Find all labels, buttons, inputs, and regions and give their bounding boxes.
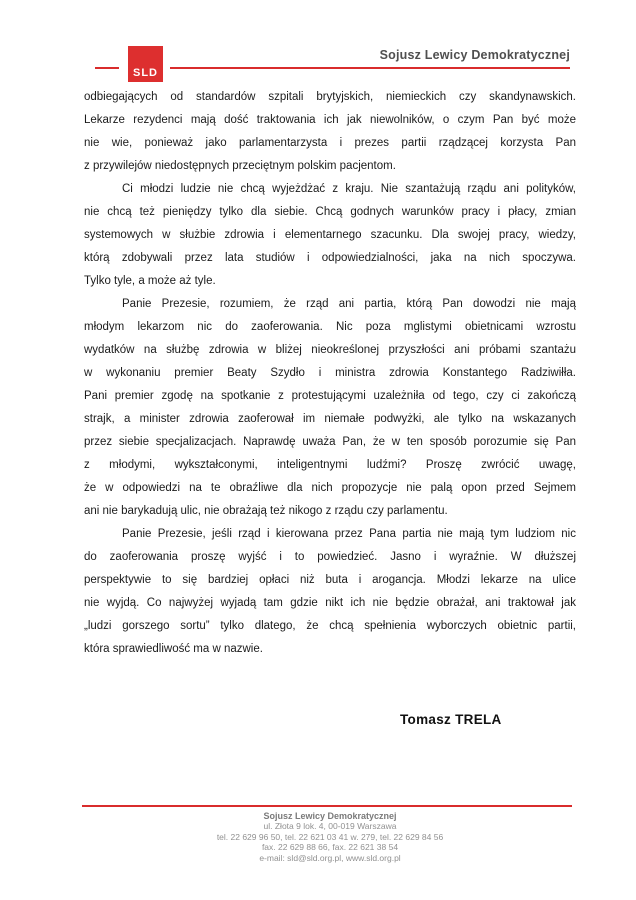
- header-rule-left-dash: [95, 67, 119, 69]
- footer-fax: fax. 22 629 88 66, fax. 22 621 38 54: [261, 842, 399, 853]
- body-line: systemowych w służbie zdrowia i elementarnego szacunku. Dla swojej pracy, wiedzy,: [84, 229, 576, 241]
- body-line: perspektywie to się bardziej opłaci niż buta i arogancja. Młodzi lekarze na ulice: [84, 574, 576, 586]
- body-line: strajk, a minister zdrowia zaoferował im niemałe podwyżki, ale tylko na wskazanych: [84, 413, 576, 425]
- footer-rule: [82, 805, 572, 807]
- body-line: Lekarze rezydenci mają dość traktowania ich jak niewolników, o czym Pan być może: [84, 114, 576, 126]
- paragraph: [84, 293, 576, 523]
- header-org-name: Sojusz Lewicy Demokratycznej: [379, 48, 570, 62]
- body-line: Pani premier zgodę na spotkanie z protestującymi uzależniła od tego, czy ci zakończą: [84, 390, 576, 402]
- body-line: wydatków na służbę zdrowia w bliżej nieokreślonej przyszłości ani próbami szantażu: [84, 344, 576, 356]
- footer: [84, 811, 576, 863]
- header-rule: [170, 67, 570, 69]
- body-line: że w odpowiedzi na te obraźliwe dla nich propozycje nie palą opon przed Sejmem: [84, 482, 576, 494]
- paragraph: [84, 523, 576, 661]
- body-line: nie wie, ponieważ jako parlamentarzysta i prezes partii rządzącej korzysta Pan: [84, 137, 576, 149]
- footer-org-name: Sojusz Lewicy Demokratycznej: [263, 811, 397, 821]
- footer-email-web: e-mail: sld@sld.org.pl, www.sld.org.pl: [259, 852, 401, 863]
- body-line: którą zdobywali przez lata studiów i odpowiedzialności, jaka na nich spoczywa.: [84, 252, 576, 264]
- letter-body: [84, 86, 576, 661]
- body-line: Tylko tyle, a może aż tyle.: [84, 275, 216, 287]
- body-line: ani nie barykadują ulic, nie obrażają też nikogo z rządu czy parlamentu.: [84, 505, 448, 517]
- body-line: w wykonaniu premier Beaty Szydło i ministra zdrowia Konstantego Radziwiłła.: [84, 367, 576, 379]
- body-line: młodym lekarzom nic do zaoferowania. Nic poza mglistymi obietnicami wzrostu: [84, 321, 576, 333]
- body-line: do zaoferowania proszę wyjść i to powiedzieć. Jasno i wyraźnie. W dłuższej: [84, 551, 576, 563]
- body-line: która sprawiedliwość ma w nazwie.: [84, 643, 263, 655]
- footer-phones: tel. 22 629 96 50, tel. 22 621 03 41 w. 279, tel. 22 629 84 56: [216, 831, 444, 842]
- body-line: przez siebie specjalizacjach. Naprawdę uważa Pan, że w ten sposób porozumie się Pan: [84, 436, 576, 448]
- body-line: z młodymi, wykształconymi, inteligentnymi ludźmi? Proszę zwrócić uwagę,: [84, 459, 576, 471]
- body-line: „ludzi gorszego sortu” tylko dlatego, że chcą spełnienia wyborczych obietnic partii,: [84, 620, 576, 632]
- body-line: Panie Prezesie, jeśli rząd i kierowana przez Pana partia nie mają tym ludziom nic: [122, 528, 576, 540]
- body-line: z przywilejów niedostępnych przeciętnym polskim pacjentom.: [84, 160, 396, 172]
- paragraph: [84, 86, 576, 178]
- body-line: odbiegających od standardów szpitali brytyjskich, niemieckich czy skandynawskich.: [84, 91, 576, 103]
- sld-logo: [128, 46, 163, 82]
- body-line: Ci młodzi ludzie nie chcą wyjeżdżać z kraju. Nie szantażują rządu ani polityków,: [122, 183, 576, 195]
- body-line: nie chcą też pieniędzy tylko dla siebie. Chcą godnych warunków pracy i płacy, zmian: [84, 206, 576, 218]
- paragraph: [84, 178, 576, 293]
- sld-logo-text: SLD: [133, 67, 158, 79]
- body-line: nie wyjdą. Co najwyżej wyjadą tam gdzie nikt ich nie będzie obrażał, ani traktował jak: [84, 597, 576, 609]
- signature: Tomasz TRELA: [400, 712, 502, 727]
- footer-address: ul. Złota 9 lok. 4, 00-019 Warszawa: [263, 821, 397, 832]
- body-line: Panie Prezesie, rozumiem, że rząd ani partia, którą Pan dowodzi nie mają: [122, 298, 576, 310]
